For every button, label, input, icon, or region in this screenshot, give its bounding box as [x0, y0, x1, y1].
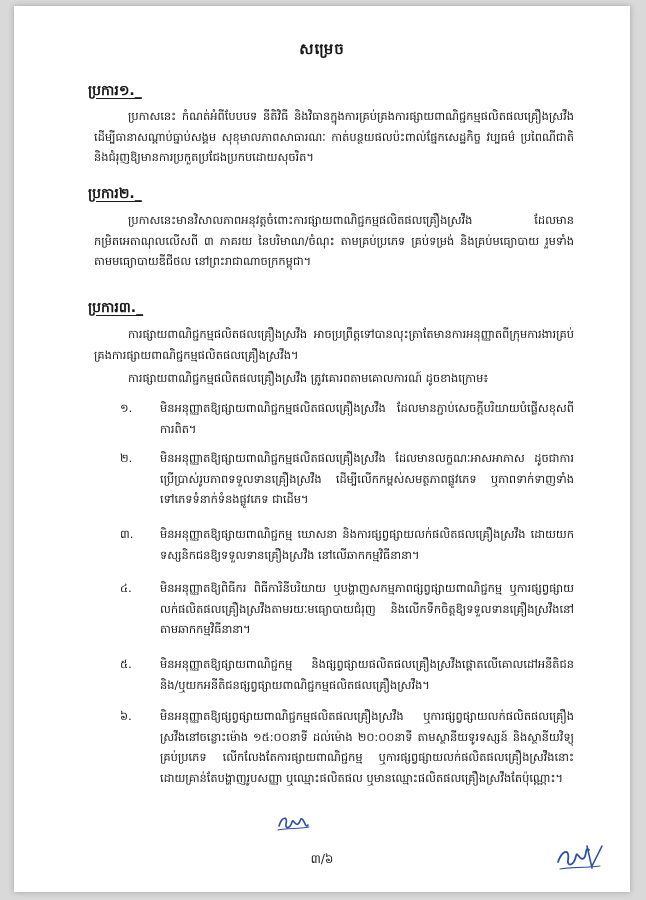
- article-2-heading: ប្រការ២._: [88, 186, 142, 202]
- list-item-text: មិនអនុញ្ញាតឱ្យផ្សាយពាណិជ្ជកម្មផលិតផលគ្រឿងស្រវឹង ដែលមានភ្ជាប់សេចក្តីបរិយាយបំផ្លើសខុសពីការពិត។: [160, 401, 574, 436]
- list-item: [120, 578, 574, 640]
- signature-icon: [554, 840, 606, 874]
- list-item: [120, 448, 574, 510]
- document-page: [14, 6, 630, 892]
- list-item: [120, 706, 574, 788]
- list-item-number: ៥.: [120, 657, 132, 671]
- article-1-heading: ប្រការ១._: [88, 83, 142, 99]
- article-2-paragraph: ប្រកាសនេះមានវិសាលភាពអនុវត្តចំពោះការផ្សាយពាណិជ្ជកម្មផលិតផលគ្រឿងស្រវឹង ដែលមានកម្រិតអេតាណុលលើសពី ៣ ភាគរយ នៃបរិមាណ/ចំណុះ តាមគ្រប់ប្រភេទ គ្រប់ទម្រង់ និងគ្រប់មធ្យោបាយ រួមទាំងតាមមធ្យោបាយឌីជីថល នៅព្រះរាជាណាចក្រកម្ពុជា។: [94, 213, 574, 268]
- list-item: [120, 524, 574, 565]
- list-item-number: ៤.: [120, 581, 132, 595]
- list-item-number: ៣.: [120, 527, 134, 541]
- article-3-paragraph-1: ការផ្សាយពាណិជ្ជកម្មផលិតផលគ្រឿងស្រវឹង អាចប្រព្រឹត្តទៅបានលុះត្រាតែមានការអនុញ្ញាតពីក្រុមការងារគ្រប់គ្រងការផ្សាយពាណិជ្ជកម្មផលិតផលគ្រឿងស្រវឹង។: [94, 327, 574, 362]
- page-number: ៣/៦: [310, 852, 334, 866]
- article-1-paragraph: ប្រកាសនេះ កំណត់អំពីបែបបទ នីតិវិធី និងវិធានក្នុងការគ្រប់គ្រងការផ្សាយពាណិជ្ជកម្មផលិតផលគ្រឿងស្រវឹង ដើម្បីធានាសណ្តាប់ធ្នាប់សង្គម សុខុមាលភាពសាធារណៈ កាត់បន្ថយផលប៉ះពាល់ផ្នែកសេដ្ឋកិច្ច វប្បធម៌ ប្រពៃណីជាតិ និងជំរុញឱ្យមានការប្រកួតប្រជែងប្រកបដោយសុចរិត។: [94, 109, 574, 164]
- list-item: [120, 398, 574, 439]
- document-title: សម្រេច: [299, 40, 345, 58]
- initials-signature-icon: [276, 812, 310, 834]
- list-item-text: មិនអនុញ្ញាតឱ្យពិធីករ ពិធីការិនីបរិយាយ ឬបង្ហាញសកម្មភាពផ្សព្វផ្សាយពាណិជ្ជកម្ម ឬការផ្សព្វផ្សាយលក់ផលិតផលគ្រឿងស្រវឹងតាមរយៈមធ្យោបាយជំរុញ និងលើកទឹកចិត្តឱ្យទទួលទានគ្រឿងស្រវឹងនៅតាមឆាកកម្មវិធីនានា។: [160, 581, 574, 636]
- article-3-heading: ប្រការ៣._: [88, 300, 144, 316]
- list-item-text: មិនអនុញ្ញាតឱ្យផ្សព្វផ្សាយពាណិជ្ជកម្មផលិតផលគ្រឿងស្រវឹង ឬការផ្សព្វផ្សាយលក់ផលិតផលគ្រឿងស្រវឹងនៅចន្លោះម៉ោង ១៥:០០នាទី ដល់ម៉ោង ២០:០០នាទី តាមស្ថានីយទូរទស្សន៍ និងស្ថានីយវិទ្យុគ្រប់ប្រភេទ លើកលែងតែការផ្សាយពាណិជ្ជកម្ម ឬការផ្សព្វផ្សាយលក់ផលិតផលគ្រឿងស្រវឹងនោះ ដោយគ្រាន់តែបង្ហាញរូបសញ្ញា ឬឈ្មោះផលិតផល ឬមានឈ្មោះផលិតផលគ្រឿងស្រវឹងតែប៉ុណ្ណោះ។: [160, 709, 574, 785]
- list-item-text: មិនអនុញ្ញាតឱ្យផ្សាយពាណិជ្ជកម្ម ឃោសនា និងការផ្សព្វផ្សាយលក់ផលិតផលគ្រឿងស្រវឹង ដោយយកទស្សនិកជនឱ្យទទួលទានគ្រឿងស្រវឹង នៅលើឆាកកម្មវិធីនានា។: [160, 527, 574, 562]
- list-item-number: ២.: [120, 451, 133, 465]
- list-item: [120, 654, 574, 695]
- list-item-text: មិនអនុញ្ញាតឱ្យផ្សាយពាណិជ្ជកម្ម និងផ្សព្វផ្សាយផលិតផលគ្រឿងស្រវឹងផ្តោតលើគោលដៅអនីតិជន និង/ឬយកអនីតិជនផ្សព្វផ្សាយពាណិជ្ជកម្មផលិតផលគ្រឿងស្រវឹង។: [160, 657, 574, 692]
- list-item-number: ១.: [120, 401, 133, 415]
- list-item-number: ៦.: [120, 709, 132, 723]
- article-3-paragraph-2: ការផ្សាយពាណិជ្ជកម្មផលិតផលគ្រឿងស្រវឹង ត្រូវគោរពតាមគោលការណ៍ ដូចខាងក្រោម៖: [128, 371, 489, 385]
- list-item-text: មិនអនុញ្ញាតឱ្យផ្សាយពាណិជ្ជកម្មផលិតផលគ្រឿងស្រវឹង ដែលមានលក្ខណៈអាសអាភាស ដូចជាការប្រើប្រាស់រូបភាពទទួលទានគ្រឿងស្រវឹង ដើម្បីលើកកម្ពស់សមត្ថភាពផ្លូវភេទ ឬភាពទាក់ទាញទាំងទៅភេទទំនាក់ទំនងផ្លូវភេទ ជាដើម។: [160, 451, 574, 506]
